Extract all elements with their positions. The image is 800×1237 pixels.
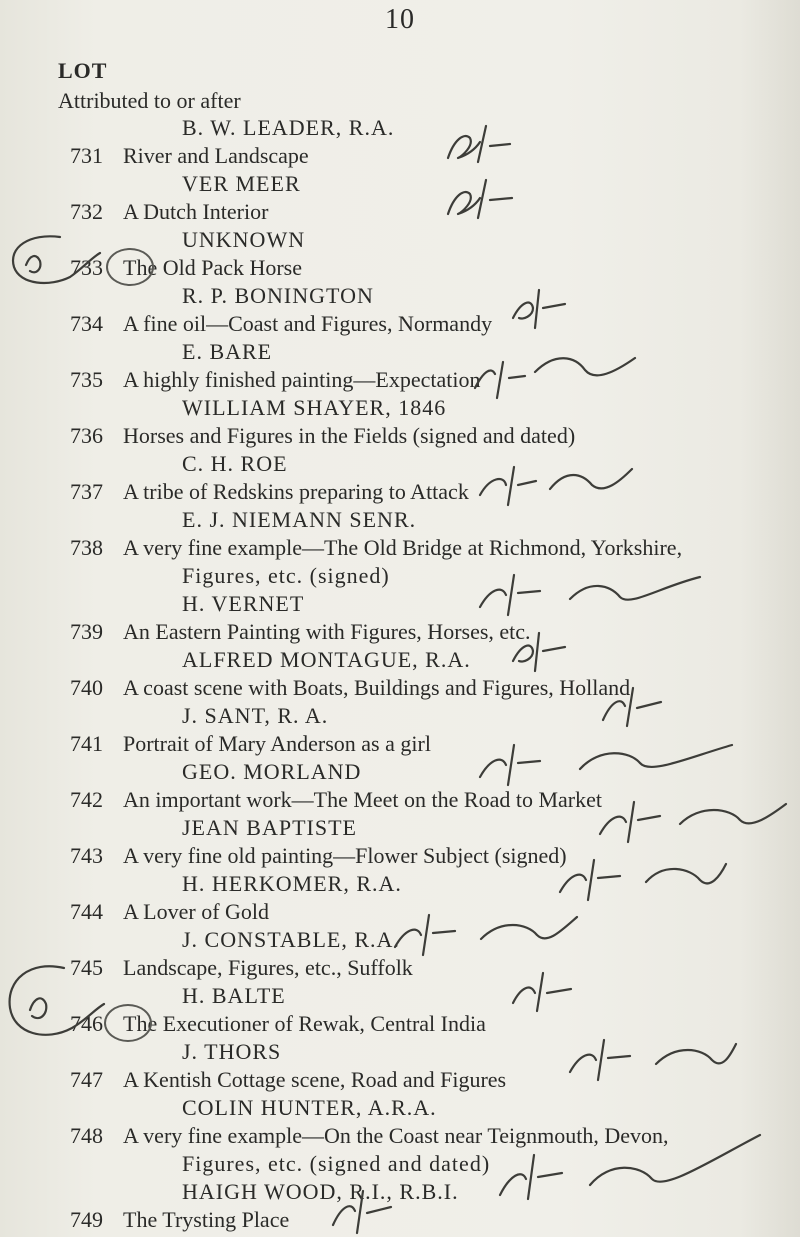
lot-title: Portrait of Mary Anderson as a girl: [123, 731, 431, 756]
handwritten-price-mark: [550, 850, 730, 905]
lot-title-continued: Figures, etc. (signed and dated): [182, 1151, 491, 1176]
lot-title: A Kentish Cottage scene, Road and Figures: [123, 1067, 507, 1092]
handwritten-price-mark: [325, 1185, 405, 1237]
lot-number: 731: [70, 143, 103, 168]
lot-artist: WILLIAM SHAYER, 1846: [182, 395, 447, 420]
lot-title: A coast scene with Boats, Buildings and Figures, Holland: [123, 675, 631, 700]
lot-number: 739: [70, 619, 103, 644]
lot-number: 747: [70, 1067, 103, 1092]
lot-artist: UNKNOWN: [182, 227, 306, 252]
lot-artist: J. THORS: [182, 1039, 282, 1064]
handwritten-price-mark: [505, 625, 575, 675]
lot-artist: GEO. MORLAND: [182, 759, 362, 784]
lot-number: 743: [70, 843, 103, 868]
lot-artist: R. P. BONINGTON: [182, 283, 374, 308]
lot-artist: E. J. NIEMANN SENR.: [182, 507, 417, 532]
page-number: 10: [385, 4, 415, 35]
lot-artist: H. VERNET: [182, 591, 305, 616]
handwritten-price-mark: [440, 174, 520, 224]
lot-artist: J. CONSTABLE, R.A.: [182, 927, 400, 952]
handwritten-price-mark: [560, 1030, 740, 1085]
margin-pencil-scribble: [0, 950, 120, 1050]
lot-number: 744: [70, 899, 103, 924]
page-edge-shadow: [740, 0, 800, 1237]
handwritten-price-mark: [470, 735, 750, 790]
lot-title: A very fine old painting—Flower Subject (signed): [123, 843, 567, 868]
handwritten-price-mark: [440, 118, 520, 168]
handwritten-price-mark: [480, 1125, 770, 1205]
lot-column-header: LOT: [58, 58, 108, 83]
lot-title: A fine oil—Coast and Figures, Normandy: [123, 311, 493, 336]
lot-number: 733: [70, 255, 103, 280]
lot-title-continued: Figures, etc. (signed): [182, 563, 390, 588]
lot-artist: E. BARE: [182, 339, 273, 364]
lot-title: An Eastern Painting with Figures, Horses, etc.: [123, 619, 531, 644]
lot-title: Horses and Figures in the Fields (signed and dated): [123, 423, 576, 448]
handwritten-price-mark: [470, 565, 720, 620]
lot-artist: C. H. ROE: [182, 451, 288, 476]
handwritten-price-mark: [385, 905, 585, 960]
lot-number: 746: [70, 1011, 103, 1036]
lot-title: An important work—The Meet on the Road to Market: [123, 787, 603, 812]
lot-number: 735: [70, 367, 103, 392]
lot-number: 737: [70, 479, 103, 504]
lot-title: A very fine example—On the Coast near Teignmouth, Devon,: [123, 1123, 669, 1148]
margin-pencil-scribble: [0, 225, 120, 295]
handwritten-price-mark: [590, 790, 790, 850]
handwritten-price-mark: [505, 965, 585, 1015]
lot-number: 736: [70, 423, 103, 448]
lot-artist: B. W. LEADER, R.A.: [182, 115, 395, 140]
lot-title: The Executioner of Rewak, Central India: [123, 1011, 486, 1036]
lot-number: 734: [70, 311, 103, 336]
lot-number: 748: [70, 1123, 103, 1148]
lot-number: 749: [70, 1207, 103, 1232]
handwritten-price-mark: [505, 282, 575, 332]
handwritten-price-mark: [465, 342, 665, 402]
lot-artist: COLIN HUNTER, A.R.A.: [182, 1095, 437, 1120]
handwritten-price-mark: [595, 680, 675, 730]
lot-number: 732: [70, 199, 103, 224]
lot-title: The Trysting Place: [123, 1207, 290, 1232]
lot-title: Landscape, Figures, etc., Suffolk: [123, 955, 413, 980]
lot-artist: VER MEER: [182, 171, 301, 196]
lot-title: A Dutch Interior: [123, 199, 269, 224]
lot-title: The Old Pack Horse: [123, 255, 303, 280]
lot-number: 738: [70, 535, 103, 560]
handwritten-price-mark: [470, 455, 640, 510]
lot-title: A highly finished painting—Expectation: [123, 367, 481, 392]
attribution-note: Attributed to or after: [58, 88, 241, 113]
lot-artist: HAIGH WOOD, R.I., R.B.I.: [182, 1179, 459, 1204]
lot-artist: H. HERKOMER, R.A.: [182, 871, 402, 896]
lot-number: 745: [70, 955, 103, 980]
lot-artist: JEAN BAPTISTE: [182, 815, 357, 840]
lot-number: 740: [70, 675, 103, 700]
lot-title: River and Landscape: [123, 143, 309, 168]
lot-artist: J. SANT, R. A.: [182, 703, 329, 728]
lot-title: A very fine example—The Old Bridge at Richmond, Yorkshire,: [123, 535, 683, 560]
lot-title: A tribe of Redskins preparing to Attack: [123, 479, 469, 504]
lot-title: A Lover of Gold: [123, 899, 270, 924]
lot-number: 742: [70, 787, 103, 812]
lot-number: 741: [70, 731, 103, 756]
lot-artist: ALFRED MONTAGUE, R.A.: [182, 647, 471, 672]
lot-artist: H. BALTE: [182, 983, 286, 1008]
